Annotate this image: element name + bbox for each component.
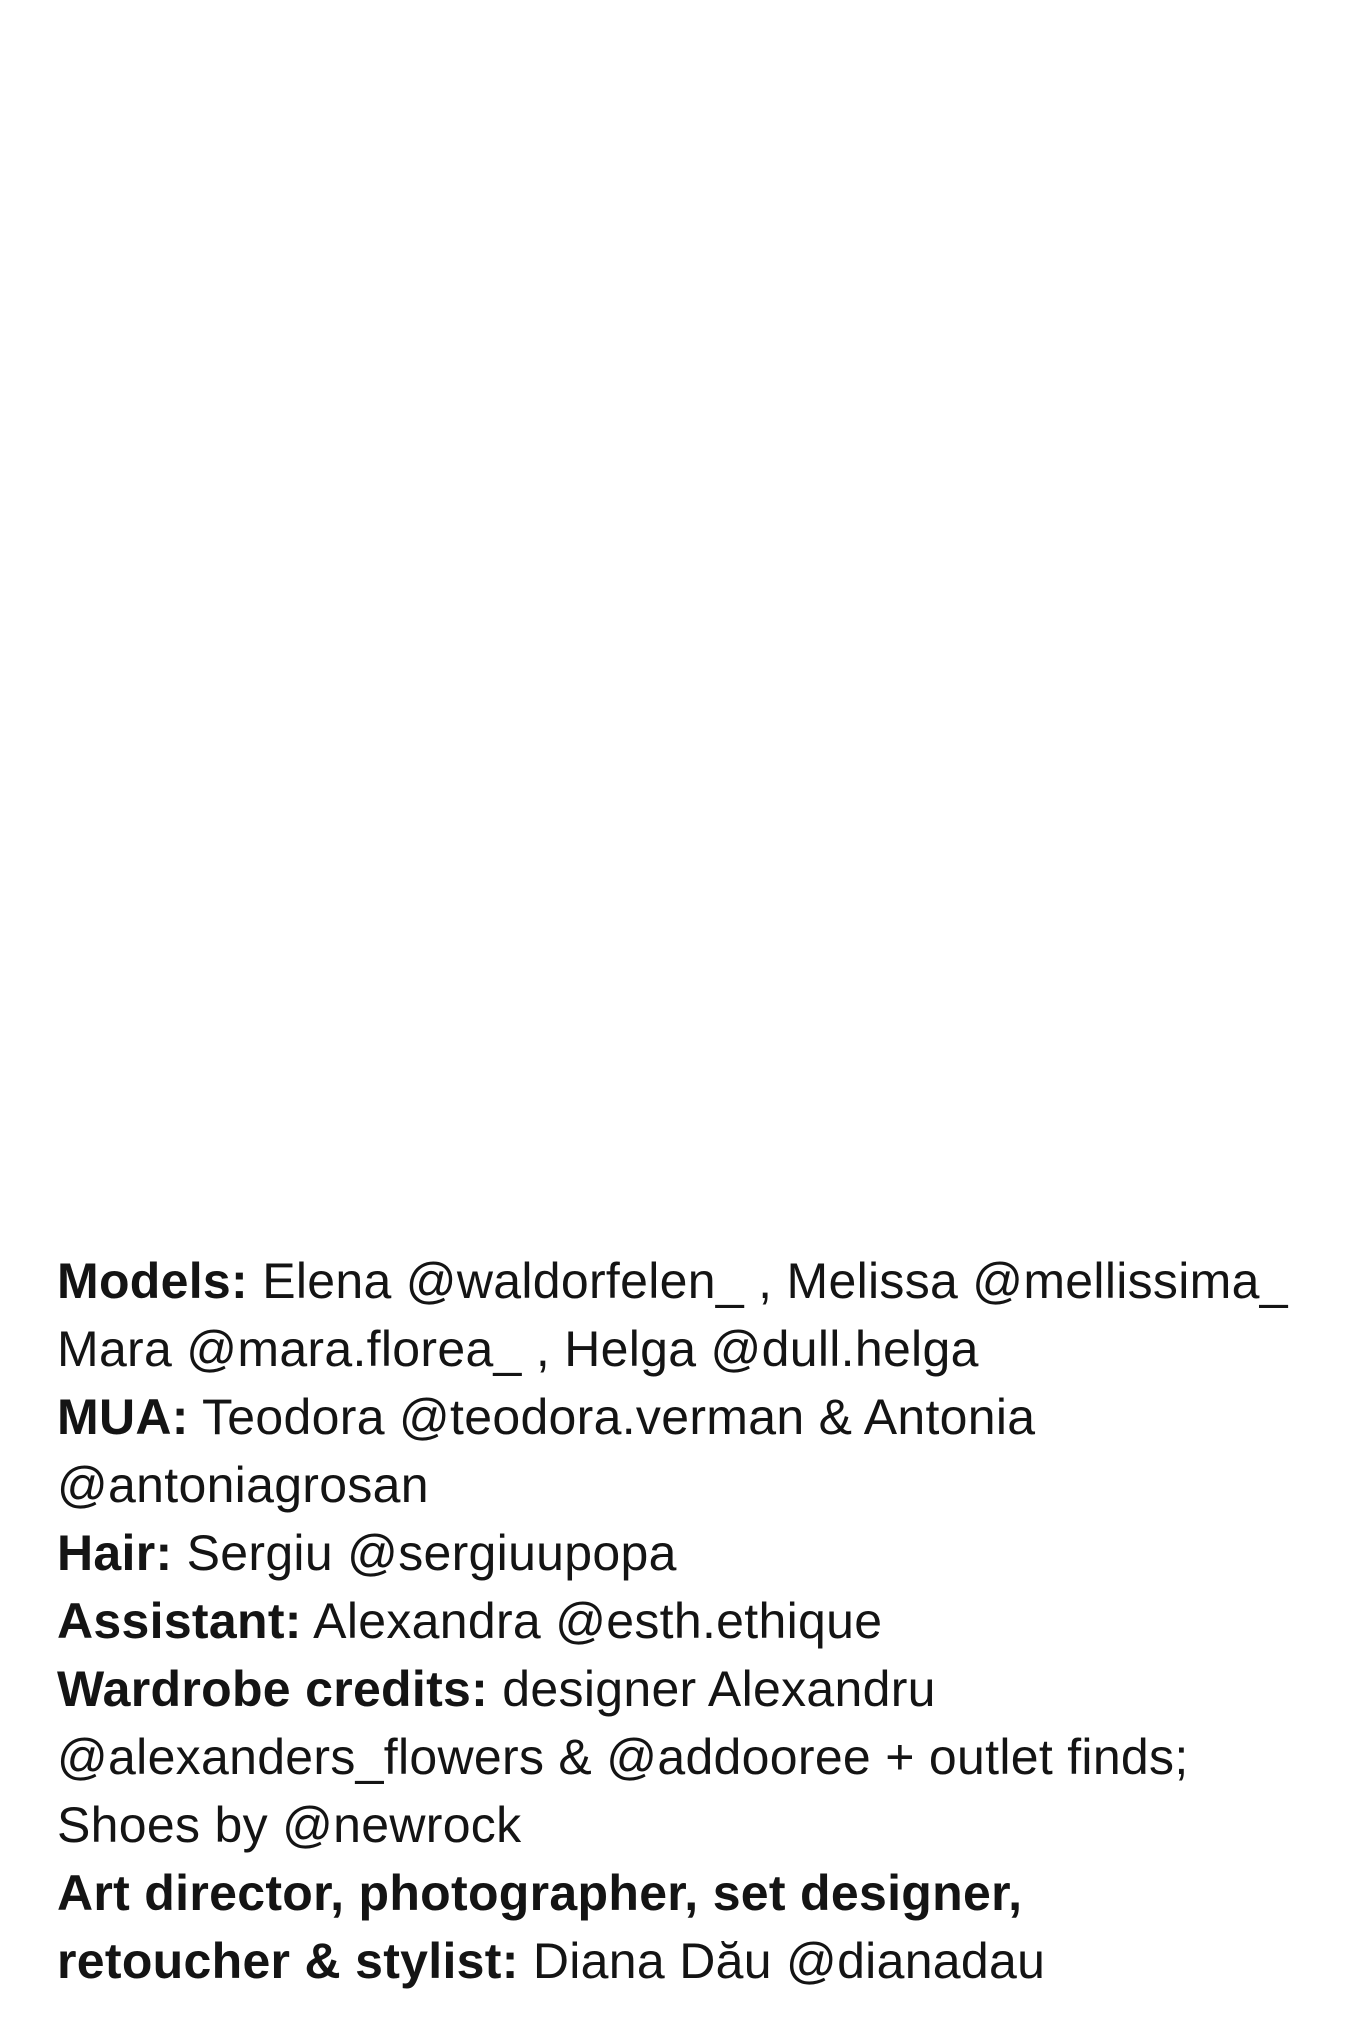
credits-line-art-director [57, 1859, 1337, 1927]
credit-label: MUA: [57, 1389, 189, 1445]
credits-block [57, 1247, 1337, 1995]
credit-text: Alexandra @esth.ethique [301, 1593, 883, 1649]
credit-text: Teodora @teodora.verman & Antonia [188, 1389, 1036, 1445]
credits-line-shoes [57, 1791, 1337, 1859]
credits-line-retoucher [57, 1927, 1337, 1995]
credit-text: Elena @waldorfelen_ , Melissa @mellissima_ [248, 1253, 1288, 1309]
credits-line-mua-cont [57, 1451, 1337, 1519]
credit-label: Art director, photographer, set designer, [57, 1865, 1023, 1921]
credit-text: @alexanders_flowers & @addooree + outlet finds; [57, 1729, 1189, 1785]
credit-text: Sergiu @sergiuupopa [172, 1525, 677, 1581]
credit-text: @antoniagrosan [57, 1457, 429, 1513]
credit-text: designer Alexandru [488, 1661, 936, 1717]
credits-line-assistant [57, 1587, 1337, 1655]
credit-text: Mara @mara.florea_ , Helga @dull.helga [57, 1321, 979, 1377]
credits-line-models-cont [57, 1315, 1337, 1383]
credit-text: Diana Dău @dianadau [518, 1933, 1046, 1989]
credit-label: retoucher & stylist: [57, 1933, 519, 1989]
credit-text: Shoes by @newrock [57, 1797, 522, 1853]
credit-label: Wardrobe credits: [57, 1661, 489, 1717]
credits-line-models [57, 1247, 1337, 1315]
credits-line-mua [57, 1383, 1337, 1451]
credit-label: Hair: [57, 1525, 173, 1581]
credit-label: Models: [57, 1253, 248, 1309]
credits-line-hair [57, 1519, 1337, 1587]
credit-label: Assistant: [57, 1593, 302, 1649]
credits-line-wardrobe-cont [57, 1723, 1337, 1791]
credits-line-wardrobe [57, 1655, 1337, 1723]
